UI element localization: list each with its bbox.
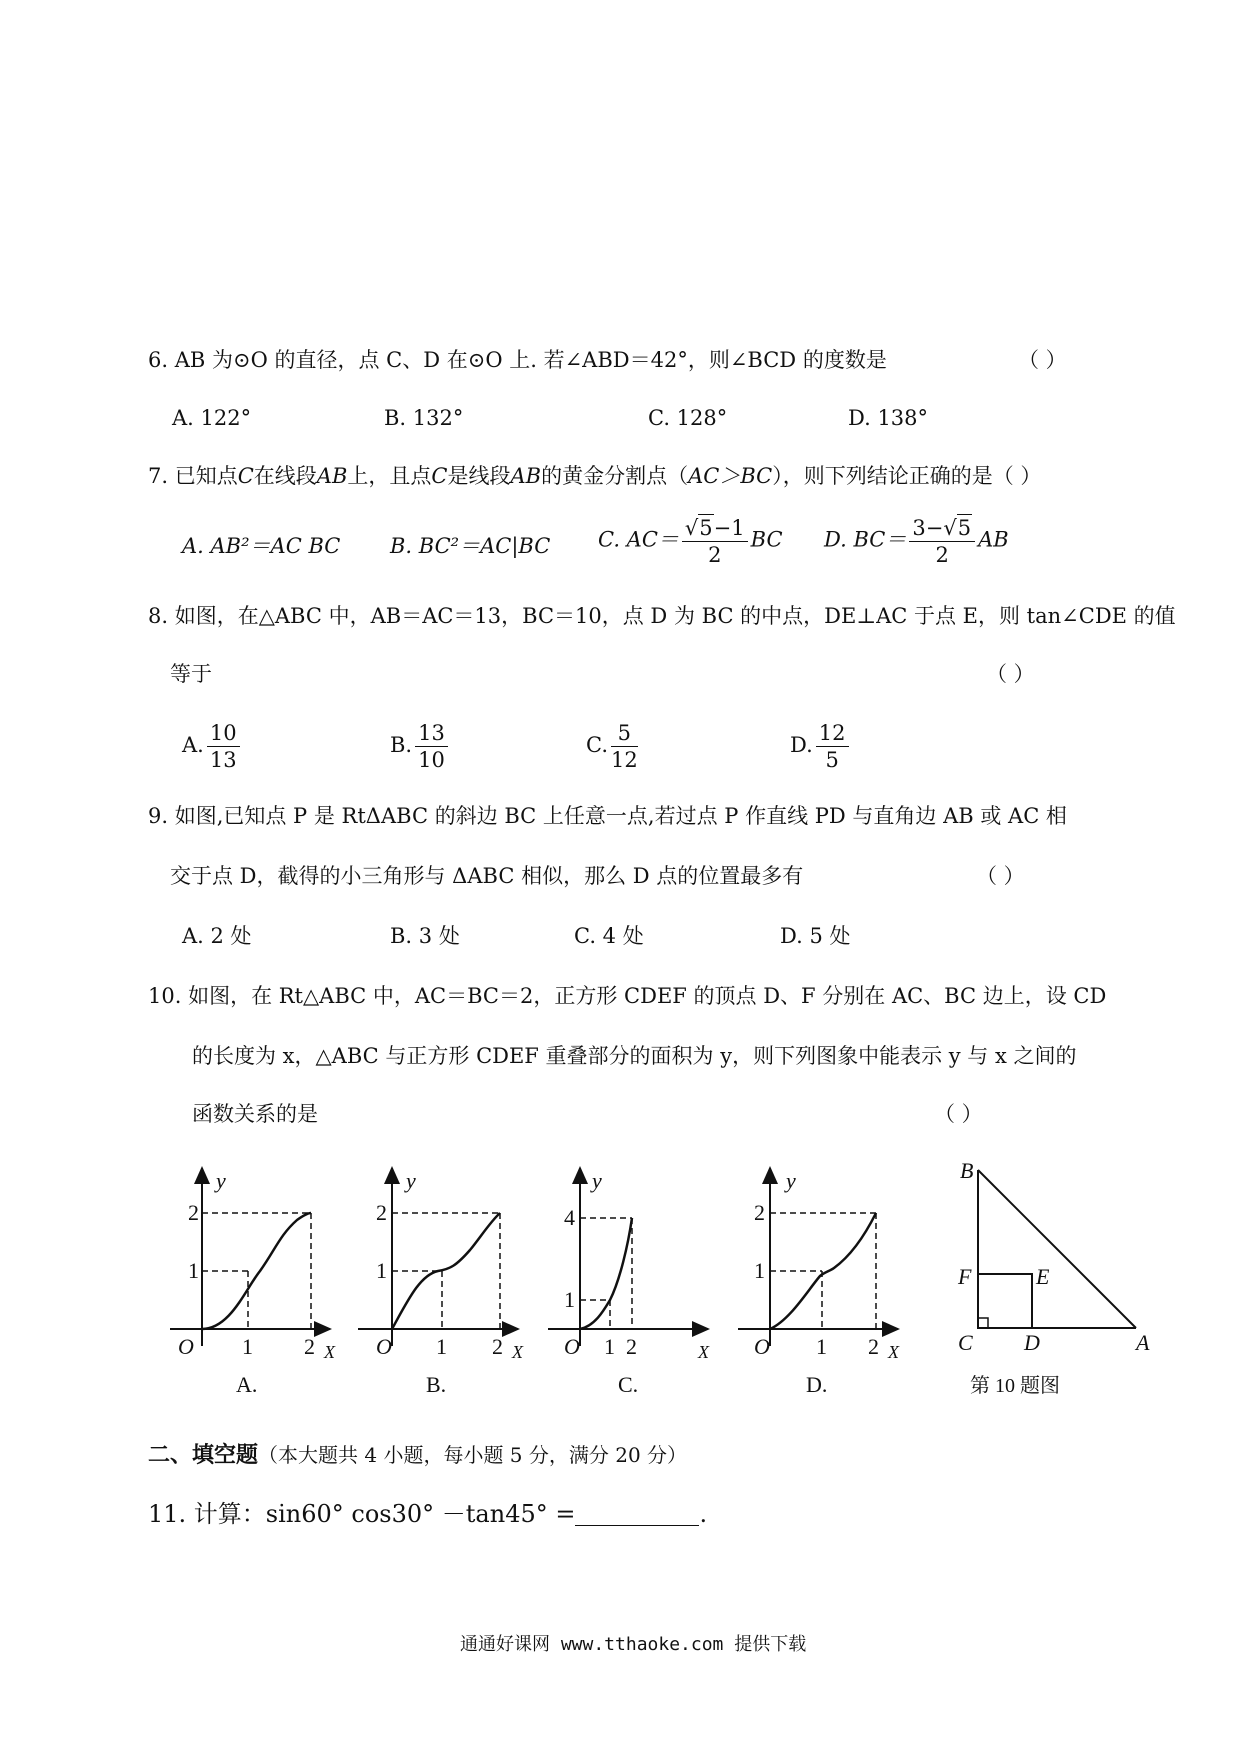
q8-option-b-label: B. [390,733,413,757]
q7-option-c-suffix: BC [750,527,783,552]
section-2-title: 二、填空题 [148,1443,259,1468]
graph-d-axis-y: y [786,1168,796,1193]
q7-point-c: C [237,464,254,488]
graph-c-origin: O [564,1334,580,1359]
q7-text-4: 的黄金分割点（ [541,464,689,488]
q7-text-prefix: 7. 已知点 [148,464,238,488]
graph-d-ytick-2: 2 [754,1200,765,1225]
graph-a-label: A. [236,1372,258,1397]
q7-option-d [824,514,1009,568]
figure-point-f: F [958,1264,972,1289]
graph-c-xtick-2: 2 [626,1334,637,1359]
q8-d-num: 12 [816,720,849,747]
q7-segment-ab: AB [316,464,348,488]
q7-point-c2: C [431,464,448,488]
q9-option-c: C. 4 处 [574,924,644,948]
graph-d-label: D. [806,1372,828,1397]
graph-b-axis-x: X [512,1342,523,1362]
section-2-desc: （本大题共 4 小题，每小题 5 分，满分 20 分） [258,1443,688,1467]
graph-a-xtick-2: 2 [304,1334,315,1359]
q7-option-a: A. AB²＝AC BC [182,534,341,558]
question-8-line-2: 等于 [170,662,212,686]
question-11-end: . [699,1500,708,1528]
question-10-line-1: 10. 如图，在 Rt△ABC 中，AC＝BC＝2，正方形 CDEF 的顶点 D、F 分别在 AC、BC 边上，设 CD [148,984,1107,1008]
q10-figure [978,1170,1136,1328]
q8-b-den: 10 [418,748,445,772]
question-10-paren: （ ） [934,1102,983,1126]
q6-option-a: A. 122° [172,406,252,430]
graph-a-ytick-2: 2 [188,1200,199,1225]
question-7 [148,462,1041,490]
q8-b-num: 13 [415,720,448,747]
graph-a-axis-x: X [324,1342,335,1362]
q6-option-c: C. 128° [648,406,728,430]
q6-option-b: B. 132° [384,406,464,430]
figure-point-e: E [1036,1264,1050,1289]
graph-c-xtick-1: 1 [604,1334,615,1359]
question-11 [148,1500,707,1528]
q7-d-den: 2 [935,543,949,567]
graph-d [738,1168,898,1346]
q7-segment-ab2: AB [510,464,542,488]
question-9-line-2: 交于点 D，截得的小三角形与 ΔABC 相似，那么 D 点的位置最多有 [170,864,804,888]
q9-option-b: B. 3 处 [390,924,460,948]
graph-d-origin: O [754,1334,770,1359]
q7-text-5: ），则下列结论正确的是（ ） [772,464,1042,488]
q8-option-c-label: C. [586,733,608,757]
q7-option-c [598,514,783,568]
graph-b-axis-y: y [406,1168,416,1193]
question-6-text: 6. AB 为⊙O 的直径，点 C、D 在⊙O 上. 若∠ABD＝42°，则∠BCD 的度数是 [148,348,887,372]
graph-a [170,1168,330,1346]
section-2-heading [148,1438,687,1469]
answer-blank [575,1503,699,1526]
q8-d-den: 5 [825,748,839,772]
q8-option-a [182,720,243,773]
graph-c-ytick-4: 4 [564,1205,575,1230]
question-6-paren: （ ） [1018,348,1067,372]
q10-graphs [140,1158,1150,1400]
question-10-line-3: 函数关系的是 [192,1102,318,1126]
q7-option-d-fraction: $\frac{3-√5}{2}$ [909,514,975,568]
q9-option-d: D. 5 处 [780,924,851,948]
graph-a-xtick-1: 1 [242,1334,253,1359]
q7-d-num-pre: 3− [912,516,944,540]
q7-text-1: 在线段 [253,464,317,488]
graph-d-ytick-1: 1 [754,1258,765,1283]
graph-b-xtick-2: 2 [492,1334,503,1359]
q7-condition: AC＞BC [688,464,773,488]
q8-a-den: 13 [209,748,237,772]
question-11-text: 11. 计算：sin60° cos30° －tan45° = [148,1500,576,1528]
q7-option-b: B. BC²＝AC|BC [390,534,551,558]
q7-option-d-suffix: AB [978,527,1009,552]
q8-option-d-label: D. [790,733,813,757]
q8-option-a-label: A. [182,733,204,757]
graph-d-axis-x: X [888,1342,899,1362]
graph-b-label: B. [426,1372,447,1397]
figure-point-b: B [960,1158,974,1183]
q7-d-root: 5 [957,516,972,540]
graph-b-ytick-1: 1 [376,1258,387,1283]
graph-b-origin: O [376,1334,392,1359]
graph-d-xtick-1: 1 [816,1334,827,1359]
graph-c [548,1168,708,1346]
question-8-paren: （ ） [986,662,1035,686]
q7-text-2: 上，且点 [347,464,432,488]
q7-c-root: 5 [699,516,713,540]
figure-point-d: D [1024,1330,1040,1355]
q8-option-b [390,720,451,773]
graph-a-origin: O [178,1334,194,1359]
graph-c-axis-x: X [698,1342,709,1362]
q7-option-c-prefix: C. AC＝ [598,527,679,552]
q8-c-den: 12 [611,748,638,772]
footer-text: 通通好课网 www.tthaoke.com 提供下载 [460,1634,807,1655]
figure-point-a: A [1136,1330,1150,1355]
question-9-paren: （ ） [976,864,1025,888]
q8-option-c [586,720,641,773]
graph-b-xtick-1: 1 [436,1334,447,1359]
q7-text-3: 是线段 [447,464,511,488]
q9-option-a: A. 2 处 [182,924,252,948]
q7-option-d-prefix: D. BC＝ [824,527,907,552]
graph-b-ytick-2: 2 [376,1200,387,1225]
graph-a-axis-y: y [216,1168,226,1193]
graph-c-label: C. [618,1372,639,1397]
graph-d-xtick-2: 2 [868,1334,879,1359]
q8-c-num: 5 [611,720,638,747]
graph-c-ytick-1: 1 [564,1287,575,1312]
q7-c-num-rest: −1 [713,516,745,540]
q8-option-d [790,720,852,773]
graph-a-ytick-1: 1 [188,1258,199,1283]
question-6 [148,346,887,374]
question-10-line-2: 的长度为 x，△ABC 与正方形 CDEF 重叠部分的面积为 y，则下列图象中能表示 y 与 x 之间的 [192,1044,1077,1068]
graph-c-axis-y: y [592,1168,602,1193]
graph-b [358,1168,518,1346]
q8-a-num: 10 [207,720,240,747]
q6-option-d: D. 138° [848,406,929,430]
question-9-line-1: 9. 如图,已知点 P 是 RtΔABC 的斜边 BC 上任意一点,若过点 P 作直线 PD 与直角边 AB 或 AC 相 [148,804,1067,828]
q7-c-den: 2 [708,543,722,567]
figure-caption: 第 10 题图 [970,1375,1060,1397]
q7-option-c-fraction: $\frac{√5-1}{2}$ [682,514,748,568]
figure-point-c: C [958,1330,973,1355]
question-8-line-1: 8. 如图，在△ABC 中，AB＝AC＝13，BC＝10，点 D 为 BC 的中点，DE⊥AC 于点 E，则 tan∠CDE 的值 [148,604,1176,628]
